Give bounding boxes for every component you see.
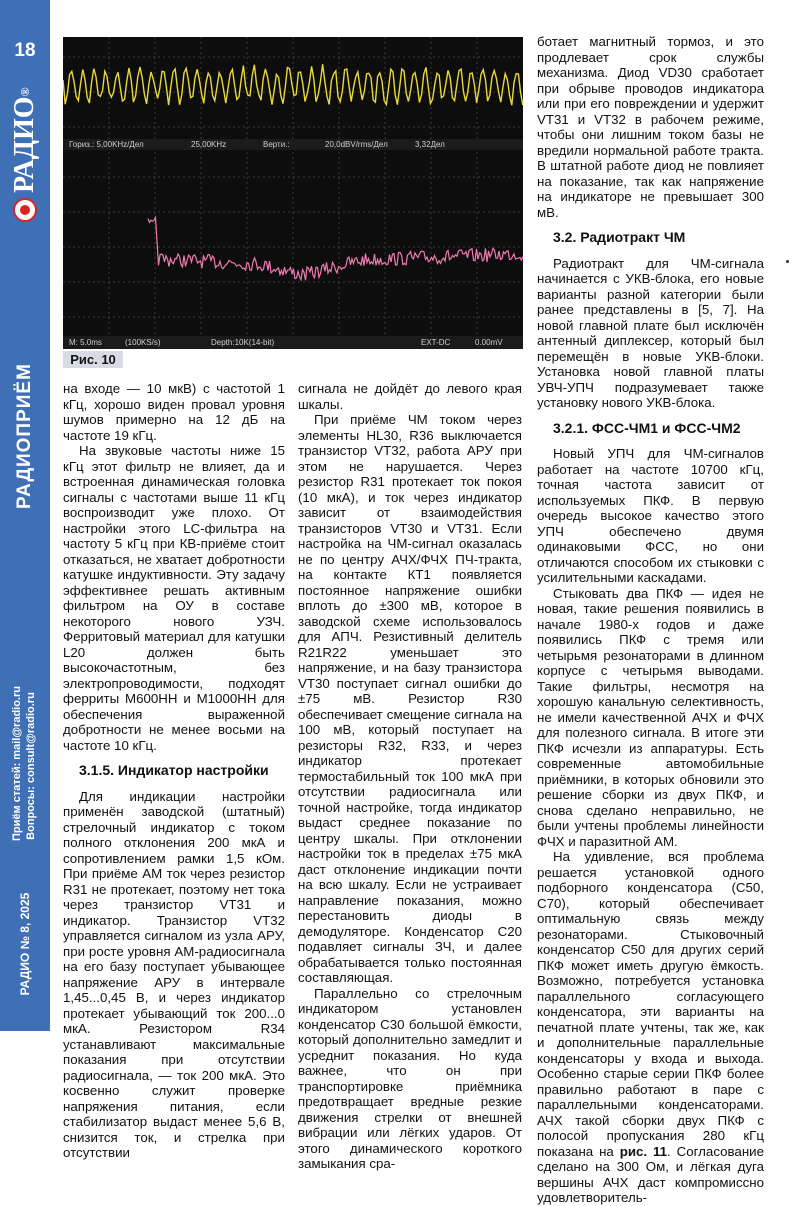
readout-samplerate: (100KS/s) (125, 338, 161, 347)
contacts-questions: Вопросы: consult@radio.ru (25, 692, 37, 840)
subsection-heading: 3.2.1. ФСС-ЧМ1 и ФСС-ЧМ2 (553, 419, 741, 436)
readout-timebase: M: 5.0ms (69, 338, 102, 347)
paragraph: На звуковые частоты ниже 15 кГц этот фильтр не влияет, да и встроенная динамическая головка сигналы с частотами выше 11 кГц воспроизводит уже плохо. От настройки этого LC-фильтра на частоту 5 кГц при КВ-приёме стоит отказаться, не хватает добротности катушке индуктивности. Эту задачу эффективнее решать активным фильтром на ОУ в составе некоторого нового УЗЧ. Ферритовый материал для катушки L20 должен быть высокочастотным, без электропроводимости, подходят ферриты М600НН и М1000НН для обеспечения выраженной добротности не менее восьми на частоте 10 кГц. (63, 443, 285, 753)
figure-reference: рис. 11 (619, 1143, 668, 1159)
paragraph-text: На удивление, вся проблема решается установкой одного подборного конденсатора (C50, C70), который обеспечивает оптимальную связь между резонаторами. Стыковочный конденсатор C50 для других серий ПКФ может иметь другую ёмкость. Возможно, потребуется установка параллельного согласующего конденсатора, эти варианты на печатной плате учтены, так же, как и дополнительные параллельные конденсаторы у входа и выхода. Особенно старые серии ПКФ более правильно работают в паре с параллельными конденсаторами. АЧХ такой сборки двух ПКФ с полосой пропускания 280 кГц показана на (537, 849, 764, 1159)
section-heading: 3.2. Радиотракт ЧМ (553, 229, 686, 245)
readout-vscale: 20,0dBV/rms/Дел (325, 140, 388, 149)
column-2 (298, 381, 522, 1172)
page-mark (786, 260, 789, 263)
figure-caption: Рис. 10 (63, 351, 123, 368)
readout-trigger: EXT-DC (421, 338, 451, 347)
paragraph (537, 849, 764, 1206)
oscilloscope-screen (63, 37, 523, 349)
paragraph-text: . Согласование сделано на 300 Ом, и лёгкая дуга вершины АЧХ даст компромиссно удовлетворитель- (537, 1143, 764, 1205)
magazine-logo (9, 87, 40, 193)
paragraph: сигнала не дойдёт до левого края шкалы. (298, 381, 522, 412)
page-number: 18 (14, 40, 36, 61)
contacts (10, 686, 40, 841)
readout-offset: 3,32Дел (415, 140, 445, 149)
readout-center: 25,00KHz (191, 140, 227, 149)
oscilloscope-figure (63, 37, 523, 349)
paragraph: Стыковать два ПКФ — идея не новая, такие решения появились в начале 1980-х годов и даже появились ПКФ с тремя или четырьмя резонаторами в длинном корпусе с четырьмя выводами. Такие фильтры, несмотря на хорошую канальную селективность, не имели качественной АЧХ и ФЧХ для полезного сигнала. В итоге эти ПКФ исчезли из аппаратуры. Есть современные автомобильные приёмники, в которых обновили это решение сборки из двух ПКФ, и снова сделано неправильно, не были учтены проблемы линейности ФЧХ и паразитной АМ. (537, 585, 764, 849)
contacts-articles: Приём статей: mail@radio.ru (11, 686, 23, 841)
logo-emblem-icon (13, 198, 37, 222)
readout-depth: Depth:10K(14-bit) (211, 338, 275, 347)
logo-text: РАДИО (9, 96, 40, 193)
section-name: РАДИОПРИЁМ (14, 363, 35, 509)
column-3 (537, 34, 764, 1206)
issue-label: РАДИО № 8, 2025 (18, 892, 32, 996)
sidebar (0, 0, 50, 1031)
readout-hscale: Гориз.: 5,00KHz/Дел (69, 140, 144, 149)
paragraph: Параллельно со стрелочным индикатором установлен конденсатор C30 большой ёмкости, который дополнительно замедлит и усреднит показания. Но куда важнее, что он при транспортировке приёмника предотвращает вредные резкие движения стрелки от внешней вибрации или лёгких ударов. От этого динамического короткого замыкания сра- (298, 985, 522, 1171)
paragraph: При приёме ЧМ током через элементы HL30, R36 выключается транзистор VT32, работа АРУ при этом не нарушается. Через резистор R31 протекает ток покоя (10 мкА), и ток через индикатор зависит от взаимодействия транзисторов VT30 и VT31. Если настройка на ЧМ-сигнал оказалась не по центру АЧХ/ФЧХ ПЧ-тракта, на контакте КТ1 появляется постоянное напряжение ошибки вплоть до ±300 мВ, которое в заводской схеме использовалось для АПЧ. Резистивный делитель R21R22 уменьшает это напряжение, и на базу транзистора VT30 поступает сигнал ошибки до ±75 мВ. Резистор R30 обеспечивает смещение сигнала на 100 мВ, который поступает на резисторы R32, R33, и через индикатор протекает термостабильный ток 100 мкА при отсутствии радиосигнала или точной настройке, тогда индикатор выдаст среднее показание по центру шкалы. При отклонении настройки ток в пределах ±75 мкА даст отклонение индикации почти на всю шкалу. Если не устраивает направление показания, можно перестановить диоды в демодуляторе. Конденсатор C20 подавляет сигналы ЗЧ, и далее обрабатывается только постоянная составляющая. (298, 412, 522, 985)
paragraph: на входе — 10 мкВ) с частотой 1 кГц, хорошо виден провал уровня шумов примерно на 12 дБ на частоте 19 кГц. (63, 381, 285, 443)
readout-vlabel: Верти.: (263, 140, 290, 149)
paragraph: Радиотракт для ЧМ-сигнала начинается с УКВ-блока, его новые варианты разной категории были ранее представлены в [5, 7]. На новой главной плате был исключён антенный диплексер, который был перемещён в новые УКВ-блоки. Установка новой главной платы УВЧ-УПЧ подразумевает также установку нового УКВ-блока. (537, 255, 764, 410)
paragraph: Новый УПЧ для ЧМ-сигналов работает на частоте 10700 кГц, точная частота зависит от используемых ПКФ. В первую очередь высокое качество этого УПЧ обеспечено двумя одинаковыми ФСС, но они отличаются способом их стыковки с усилительными каскадами. (537, 446, 764, 585)
paragraph: Для индикации настройки применён заводской (штатный) стрелочный индикатор с током полного отклонения 200 мкА и сопротивлением рамки 1,5 кОм. При приёме АМ ток через резистор R31 не протекает, поэтому нет тока через транзистор VT31 и индикатор. Транзистор VT32 управляется сигналом из узла АРУ, при росте уровня АМ-радиосигнала на его базу поступает убывающее напряжение АРУ в интервале 1,45...0,45 В, и через индикатор протекает убывающий ток 200...0 мкА. Резистором R34 устанавливают максимальные показания при отсутствии радиосигнала, — ток 200 мкА. Это косвенно служит проверке напряжения питания, если стабилизатор выдаст менее 5,6 В, снизится ток, и стрелка при отсутствии (63, 788, 285, 1160)
column-1 (63, 381, 285, 1161)
logo-registered-mark: ® (18, 87, 32, 97)
paragraph: ботает магнитный тормоз, и это продлевает срок службы механизма. Диод VD30 сработает при обрыве проводов индикатора или при его повреждении и удержит VT31 и VT32 в рабочем режиме, чтобы они лишним током базы не вредили нормальной работе тракта. В штатной работе диод не повлияет на показание, так как напряжение на индикаторе не превышает 300 мВ. (537, 34, 764, 220)
readout-level: 0.00mV (475, 338, 503, 347)
section-heading: 3.1.5. Индикатор настройки (79, 762, 269, 778)
